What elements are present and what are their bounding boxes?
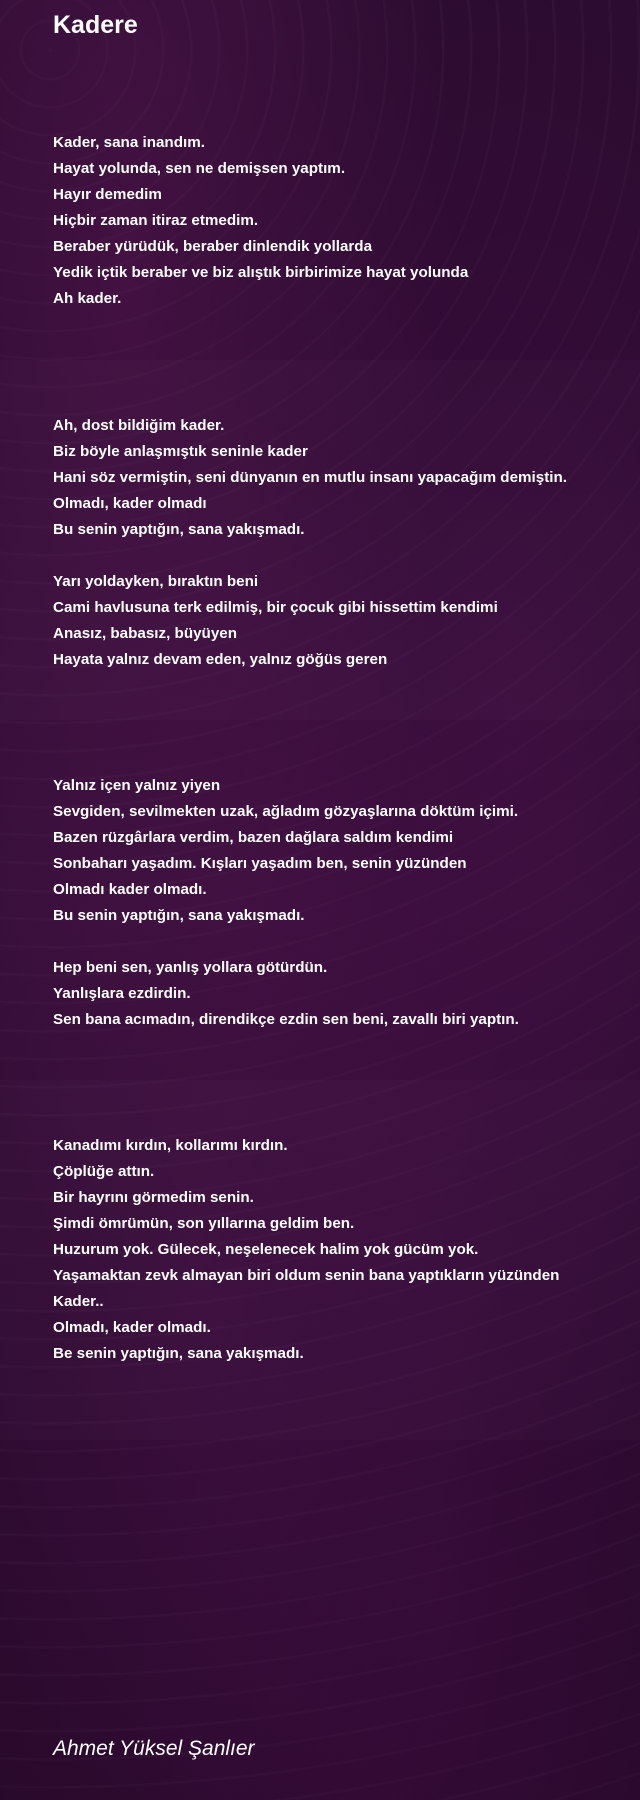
stanza-1	[53, 130, 468, 312]
stanza-break	[53, 929, 519, 955]
poem-line: Hiçbir zaman itiraz etmedim.	[53, 212, 259, 229]
poem-line: Olmadı, kader olmadı.	[53, 1319, 211, 1336]
poem-line: Kader, sana inandım.	[53, 134, 205, 151]
poem-line: Kanadımı kırdın, kollarımı kırdın.	[53, 1137, 288, 1154]
poem-line: Beraber yürüdük, beraber dinlendik yollarda	[53, 238, 373, 255]
poem-line: Sevgiden, sevilmekten uzak, ağladım gözyaşlarına döktüm içimi.	[53, 803, 519, 820]
poem-line: Şimdi ömrümün, son yıllarına geldim ben.	[53, 1215, 355, 1232]
poem-line: Sen bana acımadın, direndikçe ezdin sen beni, zavallı biri yaptın.	[53, 1011, 519, 1028]
stanza-3	[53, 773, 519, 1033]
poem-author: Ahmet Yüksel Şanlıer	[53, 1737, 255, 1760]
stanza-4	[53, 1133, 559, 1367]
poem-line: Biz böyle anlaşmıştık seninle kader	[53, 443, 308, 460]
poem-line: Be senin yaptığın, sana yakışmadı.	[53, 1345, 304, 1362]
poem-line: Bir hayrını görmedim senin.	[53, 1189, 254, 1206]
stanza-2	[53, 413, 567, 673]
poem-title: Kadere	[53, 11, 138, 39]
poem-line: Hani söz vermiştin, seni dünyanın en mutlu insanı yapacağım demiştin.	[53, 469, 567, 486]
poem-line: Olmadı kader olmadı.	[53, 881, 207, 898]
poem-line: Anasız, babasız, büyüyen	[53, 625, 237, 642]
poem-line: Hayır demedim	[53, 186, 162, 203]
poem-line: Yalnız içen yalnız yiyen	[53, 777, 221, 794]
poem-line: Huzurum yok. Gülecek, neşelenecek halim yok gücüm yok.	[53, 1241, 479, 1258]
poem-line: Sonbaharı yaşadım. Kışları yaşadım ben, senin yüzünden	[53, 855, 467, 872]
poem-line: Cami havlusuna terk edilmiş, bir çocuk gibi hissettim kendimi	[53, 599, 498, 616]
poem-line: Kader..	[53, 1293, 104, 1310]
poem-line: Ah kader.	[53, 290, 122, 307]
poem-line: Yaşamaktan zevk almayan biri oldum senin bana yaptıkların yüzünden	[53, 1267, 560, 1284]
poem-line: Hayata yalnız devam eden, yalnız göğüs geren	[53, 651, 388, 668]
stanza-break	[53, 543, 567, 569]
poem-line: Yanlışlara ezdirdin.	[53, 985, 191, 1002]
poem-line: Hayat yolunda, sen ne demişsen yaptım.	[53, 160, 346, 177]
poem-line: Yedik içtik beraber ve biz alıştık birbirimize hayat yolunda	[53, 264, 469, 281]
poem-line: Bu senin yaptığın, sana yakışmadı.	[53, 907, 305, 924]
poem-line: Bu senin yaptığın, sana yakışmadı.	[53, 521, 305, 538]
poem-line: Bazen rüzgârlara verdim, bazen dağlara saldım kendimi	[53, 829, 454, 846]
poem-line: Hep beni sen, yanlış yollara götürdün.	[53, 959, 328, 976]
poem-line: Ah, dost bildiğim kader.	[53, 417, 225, 434]
poem-line: Yarı yoldayken, bıraktın beni	[53, 573, 259, 590]
poem-line: Çöplüğe attın.	[53, 1163, 155, 1180]
poem-line: Olmadı, kader olmadı	[53, 495, 207, 512]
